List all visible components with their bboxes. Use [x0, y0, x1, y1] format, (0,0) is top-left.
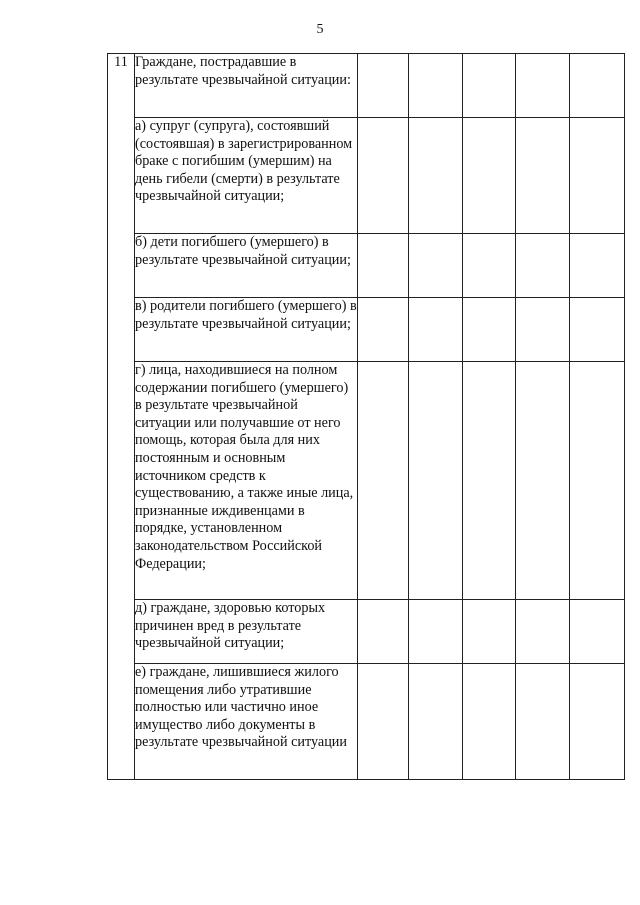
empty-cell	[358, 234, 409, 298]
table-row	[108, 234, 625, 298]
empty-cell	[570, 54, 625, 118]
empty-cell	[358, 664, 409, 780]
category-cell	[135, 664, 358, 780]
category-text: г) лица, находившиеся на полном содержании погибшего (умершего) в результате чрезвычайной ситуации или получавшие от него помощь, которая была для них постоянным и основным источником средств к существованию, а также иные лица, признанные иждивенцами в порядке, установленном законодательством Российской Федерации;	[135, 362, 354, 572]
empty-cell	[516, 234, 570, 298]
empty-cell	[463, 234, 516, 298]
category-text: д) граждане, здоровью которых причинен вред в результате чрезвычайной ситуации;	[135, 600, 326, 652]
empty-cell	[516, 298, 570, 362]
empty-cell	[570, 118, 625, 234]
category-cell	[135, 234, 358, 298]
table-row	[108, 298, 625, 362]
empty-cell	[516, 664, 570, 780]
empty-cell	[463, 298, 516, 362]
empty-cell	[358, 118, 409, 234]
empty-cell	[409, 600, 463, 664]
category-cell	[135, 600, 358, 664]
table-row	[108, 362, 625, 600]
category-cell	[135, 298, 358, 362]
table-row	[108, 54, 625, 118]
category-text: е) граждане, лишившиеся жилого помещения либо утратившие полностью или частично иное имущество либо документы в результате чрезвычайной ситуации	[135, 664, 347, 751]
empty-cell	[570, 362, 625, 600]
row-number-cell	[108, 54, 135, 780]
empty-cell	[516, 118, 570, 234]
category-text: Граждане, пострадавшие в результате чрезвычайной ситуации:	[135, 54, 351, 88]
empty-cell	[570, 234, 625, 298]
empty-cell	[409, 54, 463, 118]
empty-cell	[463, 600, 516, 664]
table-row	[108, 600, 625, 664]
row-number: 11	[114, 54, 128, 70]
empty-cell	[358, 362, 409, 600]
category-text: в) родители погибшего (умершего) в результате чрезвычайной ситуации;	[135, 298, 357, 332]
empty-cell	[463, 664, 516, 780]
category-text: б) дети погибшего (умершего) в результате чрезвычайной ситуации;	[135, 234, 351, 268]
empty-cell	[463, 118, 516, 234]
empty-cell	[516, 362, 570, 600]
empty-cell	[409, 118, 463, 234]
empty-cell	[409, 298, 463, 362]
empty-cell	[409, 234, 463, 298]
category-cell	[135, 54, 358, 118]
empty-cell	[409, 362, 463, 600]
table-row	[108, 664, 625, 780]
empty-cell	[570, 600, 625, 664]
category-cell	[135, 362, 358, 600]
empty-cell	[463, 362, 516, 600]
empty-cell	[358, 298, 409, 362]
empty-cell	[358, 54, 409, 118]
table-row	[108, 118, 625, 234]
empty-cell	[516, 54, 570, 118]
empty-cell	[570, 298, 625, 362]
empty-cell	[516, 600, 570, 664]
empty-cell	[463, 54, 516, 118]
category-cell	[135, 118, 358, 234]
category-text: а) супруг (супруга), состоявший (состоявшая) в зарегистрированном браке с погибшим (умершим) на день гибели (смерти) в результате чрезвычайной ситуации;	[135, 118, 353, 205]
page-number: 5	[316, 22, 324, 37]
empty-cell	[409, 664, 463, 780]
empty-cell	[570, 664, 625, 780]
category-table	[107, 53, 625, 780]
empty-cell	[358, 600, 409, 664]
